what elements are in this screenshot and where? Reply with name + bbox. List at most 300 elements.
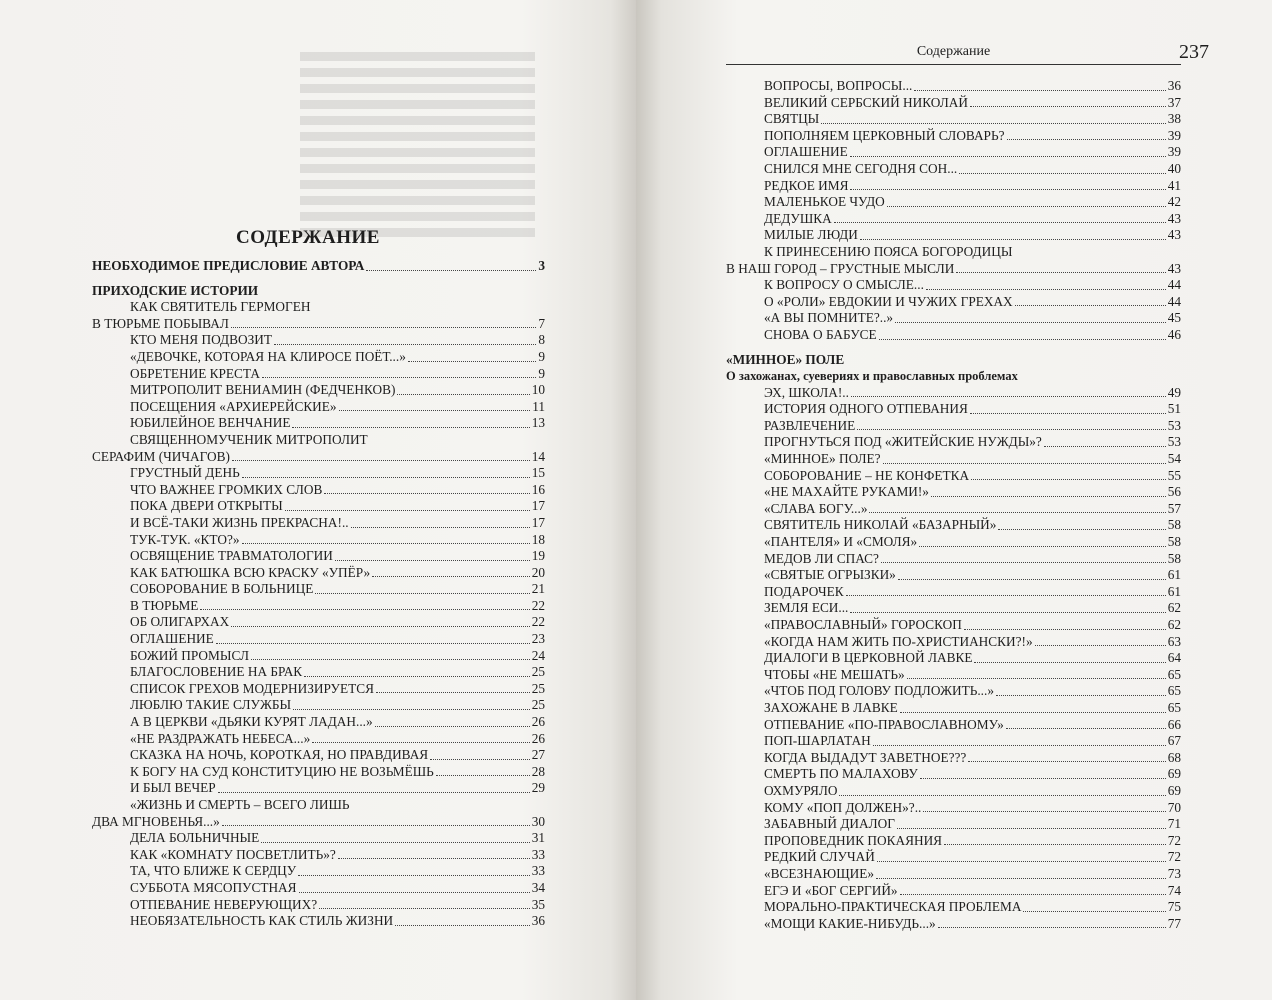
dot-leader — [242, 543, 530, 544]
toc-entry — [92, 482, 545, 499]
toc-entry — [726, 517, 1181, 534]
dot-leader — [200, 609, 529, 610]
toc-entry — [726, 866, 1181, 883]
entry-page-number: 37 — [1167, 94, 1181, 110]
toc-entry — [726, 78, 1181, 95]
toc-entry — [92, 731, 545, 748]
toc-entry — [92, 299, 545, 316]
toc-entry — [726, 634, 1181, 651]
dot-leader — [1007, 139, 1166, 140]
toc-entry — [92, 714, 545, 731]
toc-entry — [92, 366, 545, 383]
entry-title: «ДЕВОЧКЕ, КОТОРАЯ НА КЛИРОСЕ ПОЁТ...» — [130, 348, 406, 364]
dot-leader — [261, 842, 529, 843]
entry-page-number: 33 — [531, 846, 545, 862]
toc-entry — [726, 783, 1181, 800]
toc-entry — [92, 498, 545, 515]
entry-title: СОБОРОВАНИЕ В БОЛЬНИЦЕ — [130, 581, 314, 597]
page-number: 237 — [1179, 41, 1209, 63]
entry-title: СЕРАФИМ (ЧИЧАГОВ) — [92, 448, 230, 464]
entry-title: МИТРОПОЛИТ ВЕНИАМИН (ФЕДЧЕНКОВ) — [130, 382, 396, 398]
dot-leader — [996, 695, 1166, 696]
dot-leader — [850, 612, 1165, 613]
entry-page-number: 25 — [531, 680, 545, 696]
entry-page-number: 61 — [1167, 567, 1181, 583]
entry-title: КТО МЕНЯ ПОДВОЗИТ — [130, 332, 272, 348]
entry-page-number: 53 — [1167, 434, 1181, 450]
dot-leader — [351, 527, 530, 528]
entry-title: МИЛЫЕ ЛЮДИ — [764, 227, 858, 243]
toc-entry — [726, 178, 1181, 195]
entry-title: МАЛЕНЬКОЕ ЧУДО — [764, 194, 885, 210]
dot-leader — [900, 894, 1166, 895]
toc-entry — [92, 913, 545, 930]
entry-title: ДВА МГНОВЕНЬЯ...» — [92, 813, 220, 829]
dot-leader — [907, 678, 1166, 679]
entry-title: ВОПРОСЫ, ВОПРОСЫ... — [764, 78, 913, 93]
dot-leader — [285, 510, 530, 511]
toc-entry — [726, 833, 1181, 850]
dot-leader — [883, 463, 1166, 464]
entry-page-number: 16 — [531, 481, 545, 497]
toc-entry — [726, 327, 1181, 344]
toc-entry — [92, 532, 545, 549]
entry-page-number: 67 — [1167, 733, 1181, 749]
dot-leader — [231, 327, 537, 328]
toc-entry — [726, 766, 1181, 783]
entry-page-number: 36 — [531, 913, 545, 929]
entry-page-number: 28 — [531, 763, 545, 779]
toc-entry — [726, 161, 1181, 178]
entry-page-number: 74 — [1167, 882, 1181, 898]
toc-entry — [726, 294, 1181, 311]
entry-title: ГРУСТНЫЙ ДЕНЬ — [130, 465, 240, 481]
section-subtitle — [726, 368, 1181, 385]
dot-leader — [218, 792, 530, 793]
entry-page-number: 38 — [1167, 111, 1181, 127]
dot-leader — [408, 361, 537, 362]
entry-page-number: 69 — [1167, 766, 1181, 782]
entry-title: ЮБИЛЕЙНОЕ ВЕНЧАНИЕ — [130, 415, 291, 431]
toc-entry — [726, 144, 1181, 161]
entry-page-number: 62 — [1167, 600, 1181, 616]
entry-page-number: 39 — [1167, 127, 1181, 143]
entry-page-number: 63 — [1167, 633, 1181, 649]
toc-entry — [92, 814, 545, 831]
dot-leader — [315, 593, 529, 594]
dot-leader — [898, 579, 1166, 580]
entry-title: И ВСЁ-ТАКИ ЖИЗНЬ ПРЕКРАСНА!.. — [130, 514, 349, 530]
entry-title: НЕОБЯЗАТЕЛЬНОСТЬ КАК СТИЛЬ ЖИЗНИ — [130, 913, 394, 929]
toc-entry — [726, 816, 1181, 833]
toc-entry — [726, 261, 1181, 278]
entry-page-number: 69 — [1167, 782, 1181, 798]
toc-entry — [726, 849, 1181, 866]
entry-title: БОЖИЙ ПРОМЫСЛ — [130, 647, 249, 663]
dot-leader — [931, 496, 1166, 497]
entry-title: «МИННОЕ» ПОЛЕ — [726, 351, 845, 367]
entry-page-number: 21 — [531, 581, 545, 597]
toc-entry — [726, 418, 1181, 435]
dot-leader — [846, 595, 1166, 596]
dot-leader — [1035, 645, 1166, 646]
entry-page-number: 7 — [538, 315, 545, 331]
dot-leader — [850, 156, 1166, 157]
toc-entry — [92, 465, 545, 482]
dot-leader — [293, 709, 530, 710]
entry-title: СВЯТЦЫ — [764, 111, 820, 127]
dot-leader — [851, 396, 1166, 397]
entry-title: КОГДА ВЫДАДУТ ЗАВЕТНОЕ??? — [764, 749, 967, 765]
dot-leader — [222, 825, 530, 826]
entry-title: «А ВЫ ПОМНИТЕ?..» — [764, 310, 894, 326]
toc-entry — [726, 385, 1181, 402]
entry-title: СВЯЩЕННОМУЧЕНИК МИТРОПОЛИТ — [130, 431, 368, 447]
toc-entry — [92, 631, 545, 648]
section-heading — [726, 352, 1181, 369]
entry-page-number: 51 — [1167, 401, 1181, 417]
toc-entry — [92, 598, 545, 615]
running-head-title: Содержание — [916, 44, 991, 59]
entry-title: КОМУ «ПОП ДОЛЖЕН»?.. — [764, 799, 922, 815]
toc-entry — [92, 830, 545, 847]
toc-entry — [92, 847, 545, 864]
dot-leader — [312, 742, 529, 743]
toc-entry — [726, 310, 1181, 327]
dot-leader — [998, 529, 1165, 530]
contents-heading: СОДЕРЖАНИЕ — [236, 227, 380, 248]
dot-leader — [971, 479, 1166, 480]
dot-leader — [821, 123, 1165, 124]
entry-title: ДЕДУШКА — [764, 210, 832, 226]
dot-leader — [834, 222, 1166, 223]
entry-title: К ПРИНЕСЕНИЮ ПОЯСА БОГОРОДИЦЫ — [764, 243, 1013, 259]
toc-entry — [726, 194, 1181, 211]
dot-leader — [395, 925, 530, 926]
entry-page-number: 65 — [1167, 699, 1181, 715]
entry-title: СМЕРТЬ ПО МАЛАХОВУ — [764, 766, 918, 782]
toc-entry — [92, 681, 545, 698]
toc-entry — [92, 780, 545, 797]
entry-title: ПОП-ШАРЛАТАН — [764, 733, 871, 749]
entry-page-number: 29 — [531, 780, 545, 796]
entry-page-number: 65 — [1167, 683, 1181, 699]
entry-title: МЕДОВ ЛИ СПАС? — [764, 550, 879, 566]
toc-entry — [726, 800, 1181, 817]
entry-title: КАК «КОМНАТУ ПОСВЕТЛИТЬ»? — [130, 846, 336, 862]
dot-leader — [397, 394, 529, 395]
toc-entry — [92, 415, 545, 432]
dot-leader — [1015, 305, 1166, 306]
toc-entry — [92, 664, 545, 681]
entry-page-number: 22 — [531, 614, 545, 630]
toc-entry — [726, 733, 1181, 750]
entry-page-number: 40 — [1167, 160, 1181, 176]
entry-title: О «РОЛИ» ЕВДОКИИ И ЧУЖИХ ГРЕХАХ — [764, 293, 1013, 309]
entry-page-number: 17 — [531, 498, 545, 514]
dot-leader — [232, 460, 530, 461]
entry-title: «ВСЕЗНАЮЩИЕ» — [764, 865, 874, 881]
entry-page-number: 26 — [531, 714, 545, 730]
entry-page-number: 77 — [1167, 915, 1181, 931]
toc-entry — [726, 277, 1181, 294]
dot-leader — [1006, 728, 1166, 729]
entry-page-number: 20 — [531, 564, 545, 580]
toc-entry — [726, 434, 1181, 451]
entry-title: БЛАГОСЛОВЕНИЕ НА БРАК — [130, 664, 303, 680]
toc-entry — [92, 897, 545, 914]
entry-title: СВЯТИТЕЛЬ НИКОЛАЙ «БАЗАРНЫЙ» — [764, 517, 997, 533]
dot-leader — [970, 106, 1166, 107]
entry-page-number: 24 — [531, 647, 545, 663]
entry-page-number: 68 — [1167, 749, 1181, 765]
dot-leader — [274, 344, 536, 345]
entry-title: ОХМУРЯЛО — [764, 782, 838, 798]
dot-leader — [923, 811, 1165, 812]
toc-entry — [92, 449, 545, 466]
toc-entry — [726, 883, 1181, 900]
dot-leader — [869, 512, 1165, 513]
toc-entry — [92, 697, 545, 714]
toc-entry — [726, 501, 1181, 518]
entry-title: ОБ ОЛИГАРХАХ — [130, 614, 230, 630]
dot-leader — [850, 189, 1165, 190]
entry-title: «ЧТОБ ПОД ГОЛОВУ ПОДЛОЖИТЬ...» — [764, 683, 994, 699]
toc-entry — [92, 399, 545, 416]
dot-leader — [970, 413, 1166, 414]
dot-leader — [964, 629, 1166, 630]
toc-entry — [726, 111, 1181, 128]
toc-entry — [726, 650, 1181, 667]
entry-title: ОБРЕТЕНИЕ КРЕСТА — [130, 365, 260, 381]
entry-title: В ТЮРЬМЕ — [130, 597, 199, 613]
dot-leader — [304, 676, 530, 677]
toc-entry — [726, 584, 1181, 601]
dot-leader — [881, 562, 1166, 563]
entry-title: ВЕЛИКИЙ СЕРБСКИЙ НИКОЛАЙ — [764, 94, 968, 110]
dot-leader — [968, 761, 1165, 762]
entry-page-number: 43 — [1167, 260, 1181, 276]
entry-page-number: 39 — [1167, 144, 1181, 160]
dot-leader — [879, 339, 1166, 340]
entry-page-number: 71 — [1167, 816, 1181, 832]
dot-leader — [974, 662, 1165, 663]
dot-leader — [839, 795, 1165, 796]
entry-title: ПОСЕЩЕНИЯ «АРХИЕРЕЙСКИЕ» — [130, 398, 337, 414]
toc-entry — [92, 863, 545, 880]
entry-title: «ПРАВОСЛАВНЫЙ» ГОРОСКОП — [764, 617, 962, 632]
toc-entry — [726, 567, 1181, 584]
entry-page-number: 54 — [1167, 451, 1181, 467]
entry-title: О захожанах, суевериях и православных проблемах — [726, 369, 1018, 384]
dot-leader — [914, 90, 1165, 91]
entry-title: «ЖИЗНЬ И СМЕРТЬ – ВСЕГО ЛИШЬ — [130, 797, 350, 812]
dot-leader — [959, 173, 1165, 174]
entry-page-number: 10 — [531, 382, 545, 398]
entry-page-number: 31 — [531, 830, 545, 846]
toc-entry — [726, 401, 1181, 418]
toc-entry — [726, 484, 1181, 501]
dot-leader — [338, 858, 530, 859]
section-heading — [92, 283, 545, 300]
entry-title: ОГЛАШЕНИЕ — [130, 631, 214, 647]
dot-leader — [372, 576, 530, 577]
entry-title: РАЗВЛЕЧЕНИЕ — [764, 417, 856, 433]
entry-title: «НЕ РАЗДРАЖАТЬ НЕБЕСА...» — [130, 730, 311, 746]
dot-leader — [251, 659, 530, 660]
toc-entry — [726, 128, 1181, 145]
entry-title: ЧТОБЫ «НЕ МЕШАТЬ» — [764, 666, 905, 682]
toc-entry — [726, 451, 1181, 468]
entry-page-number: 72 — [1167, 832, 1181, 848]
entry-page-number: 27 — [531, 747, 545, 763]
entry-title: ЗЕМЛЯ ЕСИ... — [764, 600, 849, 616]
toc-entry — [92, 548, 545, 565]
toc-entry — [92, 648, 545, 665]
dot-leader — [1023, 911, 1165, 912]
entry-title: ЗАБАВНЫЙ ДИАЛОГ — [764, 816, 895, 832]
toc-entry — [92, 382, 545, 399]
entry-page-number: 25 — [531, 697, 545, 713]
dot-leader — [319, 908, 530, 909]
dot-leader — [335, 560, 530, 561]
toc-entry — [726, 534, 1181, 551]
entry-title: ДИАЛОГИ В ЦЕРКОВНОЙ ЛАВКЕ — [764, 650, 973, 666]
entry-page-number: 44 — [1167, 277, 1181, 293]
dot-leader — [376, 692, 530, 693]
right-page — [636, 0, 1272, 1000]
entry-page-number: 3 — [538, 258, 545, 273]
entry-title: ЗАХОЖАНЕ В ЛАВКЕ — [764, 699, 898, 715]
entry-page-number: 66 — [1167, 716, 1181, 732]
dot-leader — [298, 875, 530, 876]
entry-title: ДЕЛА БОЛЬНИЧНЫЕ — [130, 830, 260, 846]
dot-leader — [242, 477, 530, 478]
entry-title: «МИННОЕ» ПОЛЕ? — [764, 451, 881, 467]
entry-title: И БЫЛ ВЕЧЕР — [130, 780, 216, 796]
dot-leader — [873, 745, 1166, 746]
entry-title: СУББОТА МЯСОПУСТНАЯ — [130, 879, 297, 895]
toc-entry — [92, 581, 545, 598]
dot-leader — [877, 861, 1166, 862]
dot-leader — [375, 726, 530, 727]
entry-title: ОТПЕВАНИЕ «ПО-ПРАВОСЛАВНОМУ» — [764, 716, 1004, 732]
toc-entry — [92, 515, 545, 532]
entry-title: А В ЦЕРКВИ «ДЬЯКИ КУРЯТ ЛАДАН...» — [130, 714, 373, 730]
entry-page-number: 43 — [1167, 227, 1181, 243]
entry-title: ЕГЭ И «БОГ СЕРГИЙ» — [764, 882, 898, 898]
entry-page-number: 64 — [1167, 650, 1181, 666]
entry-title: РЕДКОЕ ИМЯ — [764, 177, 849, 193]
dot-leader — [895, 322, 1166, 323]
entry-page-number: 56 — [1167, 484, 1181, 500]
entry-page-number: 43 — [1167, 210, 1181, 226]
entry-page-number: 49 — [1167, 384, 1181, 400]
entry-title: ПОКА ДВЕРИ ОТКРЫТЫ — [130, 498, 283, 514]
toc-entry — [726, 227, 1181, 244]
dot-leader — [1044, 446, 1166, 447]
toc-entry — [726, 95, 1181, 112]
entry-page-number: 13 — [531, 415, 545, 431]
toc-entry — [726, 244, 1181, 261]
entry-page-number: 26 — [531, 730, 545, 746]
entry-page-number: 61 — [1167, 583, 1181, 599]
toc-entry — [92, 432, 545, 449]
dot-leader — [926, 289, 1166, 290]
entry-title: СПИСОК ГРЕХОВ МОДЕРНИЗИРУЕТСЯ — [130, 680, 374, 696]
entry-page-number: 53 — [1167, 417, 1181, 433]
dot-leader — [876, 878, 1166, 879]
entry-page-number: 70 — [1167, 799, 1181, 815]
entry-title: ПРОПОВЕДНИК ПОКАЯНИЯ — [764, 832, 943, 848]
entry-title: ПРОГНУТЬСЯ ПОД «ЖИТЕЙСКИЕ НУЖДЫ»? — [764, 434, 1042, 450]
entry-title: «СВЯТЫЕ ОГРЫЗКИ» — [764, 567, 896, 583]
entry-title: ТА, ЧТО БЛИЖЕ К СЕРДЦУ — [130, 863, 297, 879]
toc-entry — [92, 258, 545, 275]
entry-title: СОБОРОВАНИЕ – НЕ КОНФЕТКА — [764, 467, 970, 483]
toc-entry — [726, 667, 1181, 684]
entry-page-number: 22 — [531, 597, 545, 613]
toc-entry — [726, 211, 1181, 228]
dot-leader — [944, 844, 1166, 845]
entry-title: ЧТО ВАЖНЕЕ ГРОМКИХ СЛОВ — [130, 481, 323, 497]
dot-leader — [860, 239, 1166, 240]
dot-leader — [339, 410, 531, 411]
entry-title: В НАШ ГОРОД – ГРУСТНЫЕ МЫСЛИ — [726, 260, 955, 276]
entry-title: СНИЛСЯ МНЕ СЕГОДНЯ СОН... — [764, 160, 958, 176]
entry-title: В ТЮРЬМЕ ПОБЫВАЛ — [92, 315, 229, 331]
entry-title: К ВОПРОСУ О СМЫСЛЕ... — [764, 277, 924, 293]
entry-page-number: 41 — [1167, 177, 1181, 193]
entry-title: ОГЛАШЕНИЕ — [764, 144, 848, 160]
entry-page-number: 72 — [1167, 849, 1181, 865]
entry-page-number: 46 — [1167, 326, 1181, 342]
entry-title: ИСТОРИЯ ОДНОГО ОТПЕВАНИЯ — [764, 401, 968, 417]
toc-entry — [92, 764, 545, 781]
toc-entry — [726, 899, 1181, 916]
entry-page-number: 57 — [1167, 500, 1181, 516]
entry-page-number: 18 — [531, 531, 545, 547]
entry-page-number: 34 — [531, 879, 545, 895]
toc-entry — [726, 551, 1181, 568]
dot-leader — [292, 427, 529, 428]
entry-title: ЭХ, ШКОЛА!.. — [764, 384, 849, 400]
entry-page-number: 14 — [531, 448, 545, 464]
dot-leader — [436, 775, 530, 776]
left-toc-list — [92, 258, 545, 930]
dot-leader — [919, 546, 1166, 547]
dot-leader — [262, 377, 536, 378]
entry-page-number: 19 — [531, 548, 545, 564]
toc-entry — [726, 717, 1181, 734]
entry-title: МОРАЛЬНО-ПРАКТИЧЕСКАЯ ПРОБЛЕМА — [764, 899, 1022, 915]
entry-page-number: 9 — [538, 348, 545, 364]
entry-page-number: 44 — [1167, 293, 1181, 309]
entry-page-number: 25 — [531, 664, 545, 680]
entry-title: ЛЮБЛЮ ТАКИЕ СЛУЖБЫ — [130, 697, 292, 713]
entry-page-number: 17 — [531, 514, 545, 530]
dot-leader — [430, 759, 530, 760]
dot-leader — [920, 778, 1166, 779]
entry-page-number: 8 — [538, 332, 545, 348]
entry-page-number: 45 — [1167, 310, 1181, 326]
entry-page-number: 23 — [531, 631, 545, 647]
entry-title: НЕОБХОДИМОЕ ПРЕДИСЛОВИЕ АВТОРА — [92, 258, 365, 273]
dot-leader — [897, 828, 1166, 829]
entry-page-number: 35 — [531, 896, 545, 912]
toc-entry — [92, 880, 545, 897]
dot-leader — [299, 892, 530, 893]
